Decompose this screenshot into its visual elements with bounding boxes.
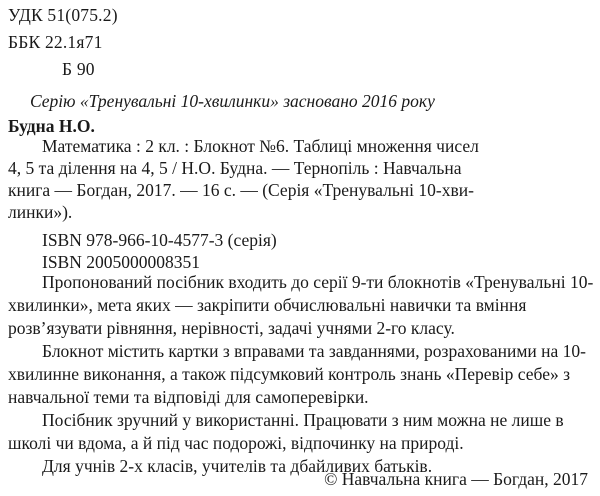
udk-code: УДК 51(075.2)	[8, 5, 118, 25]
series-note: Серію «Тренувальні 10-хвилинки» засновано 2016 року	[30, 91, 435, 111]
annotation	[8, 271, 594, 478]
description-line: Математика : 2 кл. : Блокнот №6. Таблиці множення чисел	[42, 136, 479, 156]
author-mark: Б 90	[62, 59, 95, 79]
description-line: линки»).	[8, 202, 73, 222]
annotation-paragraph: Блокнот містить картки з вправами та завданнями, розрахованими на 10-хвилинне виконання, а також підсумковий контроль знань «Перевір себе» з навчальної теми та відповіді для самоперевірки.	[8, 341, 586, 407]
isbn-book: ISBN 2005000008351	[42, 252, 200, 272]
isbn-series: ISBN 978-966-10-4577-3 (серія)	[42, 230, 277, 250]
annotation-paragraph: Пропонований посібник входить до серії 9-ти блокнотів «Тренувальні 10-хвилинки», мета яких — закріпити обчислювальні навички та вміння розв’язувати рівняння, нерівності, задачі учнями 2-го класу.	[8, 272, 594, 338]
author-name: Будна Н.О.	[8, 116, 95, 136]
copyright: © Навчальна книга — Богдан, 2017	[324, 469, 588, 489]
annotation-paragraph: Посібник зручний у використанні. Працювати з ним можна не лише в школі чи вдома, а й під час подорожі, відпочинку на природі.	[8, 410, 564, 453]
description-line: 4, 5 та ділення на 4, 5 / Н.О. Будна. — Тернопіль : Навчальна	[8, 158, 462, 178]
description-line: книга — Богдан, 2017. — 16 с. — (Серія «Тренувальні 10-хви-	[8, 180, 474, 200]
annotation-paragraph: Для учнів 2-х класів, учителів та дбайливих батьків.	[42, 456, 433, 476]
bbk-code: ББК 22.1я71	[8, 32, 103, 52]
